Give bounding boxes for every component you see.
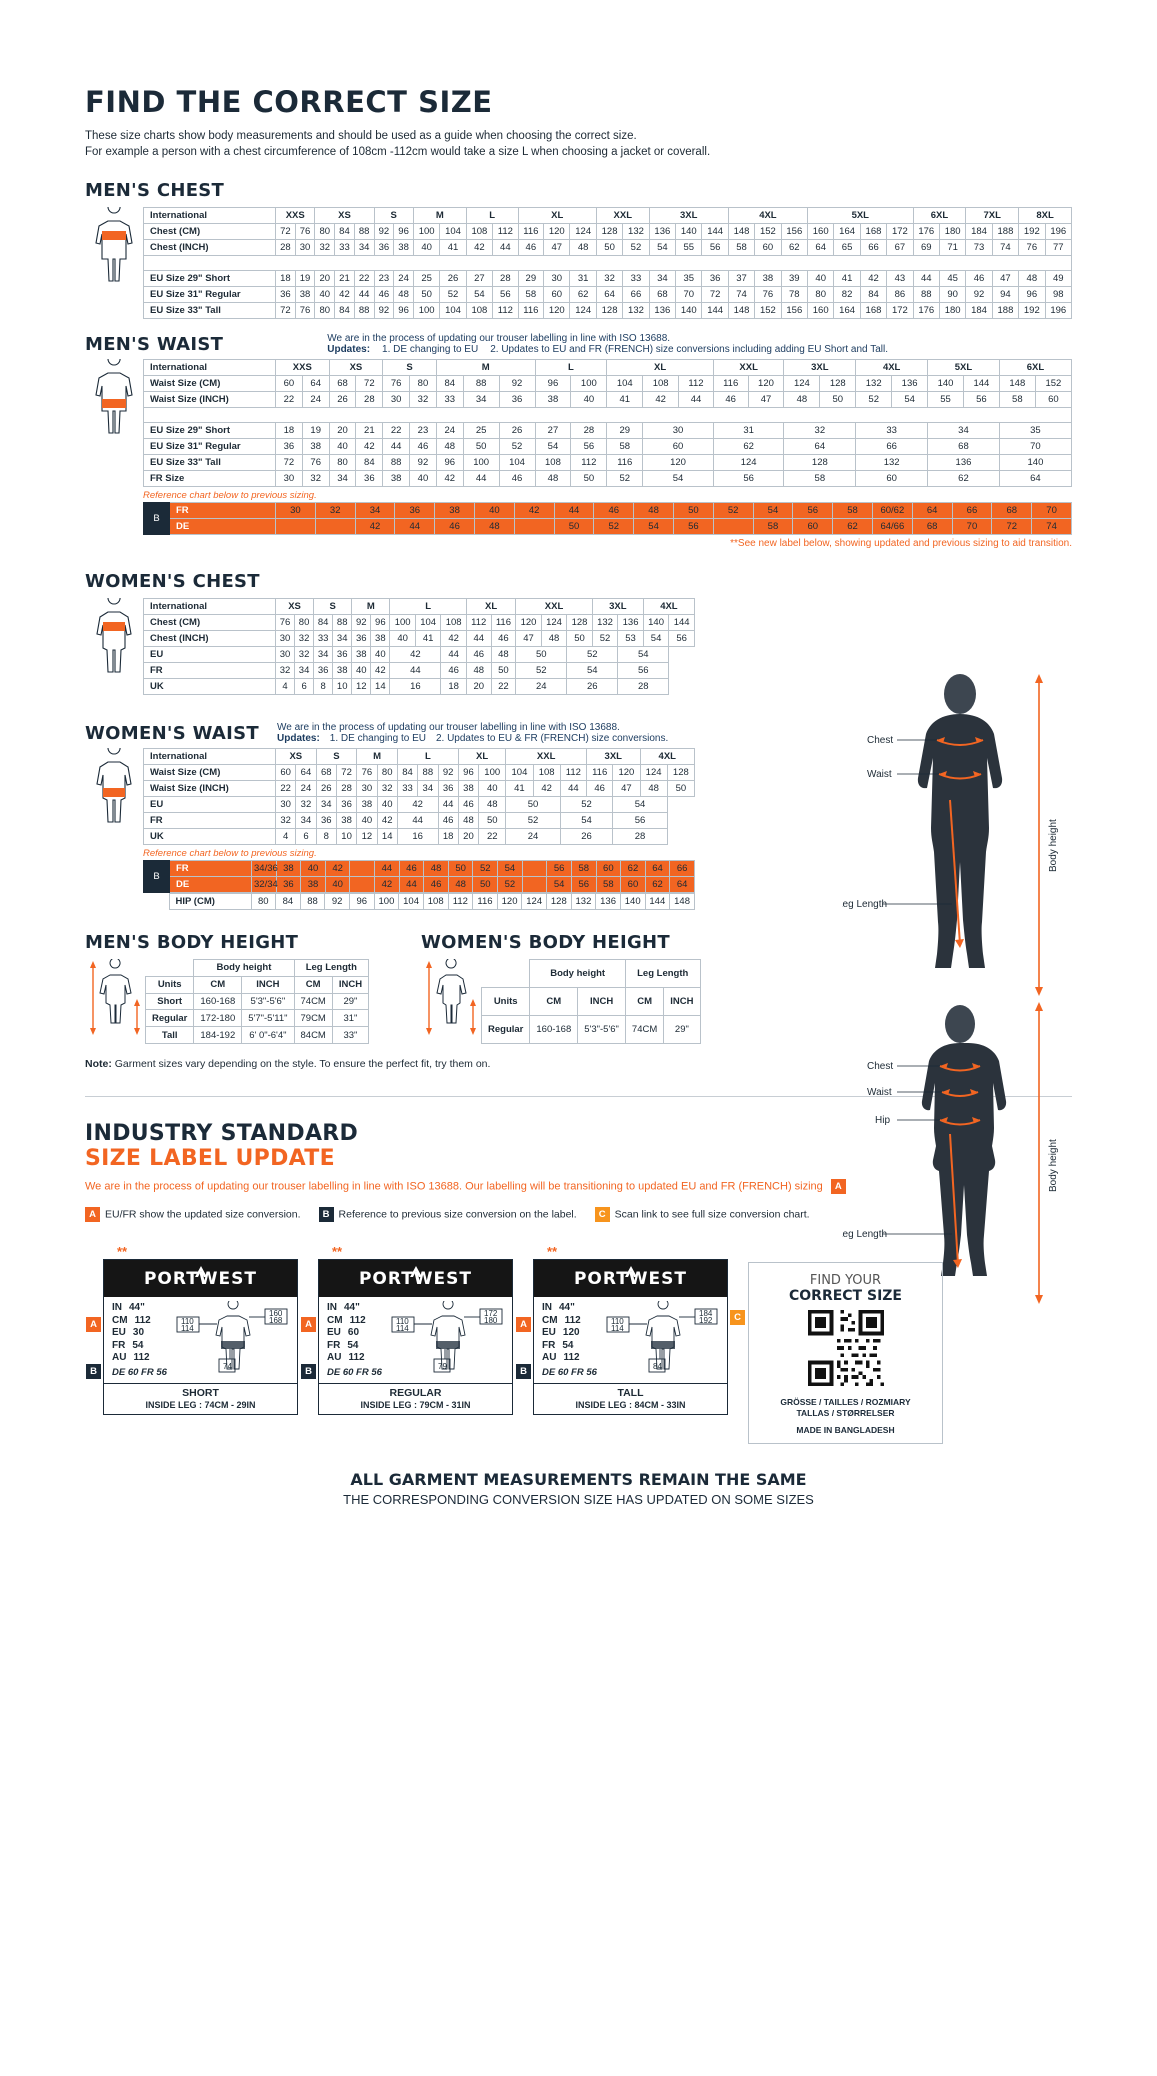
svg-text:180: 180 bbox=[484, 1316, 498, 1325]
label-examples bbox=[85, 1244, 1072, 1444]
mens-body-height-figure bbox=[85, 959, 145, 1044]
qr-card[interactable] bbox=[748, 1262, 943, 1444]
svg-text:110: 110 bbox=[181, 1317, 194, 1326]
table-row: Regular 172-180 5'7"-5'11" 79CM 31" bbox=[146, 1010, 369, 1027]
label-body bbox=[520, 1297, 727, 1383]
womens-body-height-block bbox=[421, 932, 711, 1044]
label-inside-leg: INSIDE LEG : 74CM - 29IN bbox=[145, 1400, 256, 1410]
label-de-fr: DE 60 FR 56 bbox=[327, 1367, 382, 1378]
womens-waist-section bbox=[85, 722, 695, 910]
intro-line-1: These size charts show body measurements and should be used as a guide when choosing the correct size. bbox=[85, 130, 637, 142]
table-row: EU Size 31" Regular 36 38 40 42 44 46 48 50 52 54 56 58 60 62 64 66 68 70 72 74 76 78 80 82 84 86 88 90 92 94 96 98 bbox=[144, 287, 1072, 303]
qr-made-in: MADE IN BANGLADESH bbox=[796, 1425, 895, 1435]
table-row: Chest (INCH) 28 30 32 33 34 36 38 40 41 42 44 46 47 48 50 52 54 55 56 58 60 62 64 65 66 67 69 71 73 74 76 77 bbox=[144, 240, 1072, 256]
badge-a: A bbox=[516, 1317, 531, 1332]
mens-chest-section bbox=[85, 180, 1072, 319]
table-row: Waist Size (CM) 60 64 68 72 76 80 84 88 92 96 100 104 108 112 116 120 124 128 132 136 140 144 148 152 bbox=[144, 376, 1072, 392]
brand-name: PORTWEST bbox=[573, 1269, 688, 1289]
table-row: FR 32 34 36 38 40 42 44 46 48 50 52 54 56 bbox=[144, 663, 695, 679]
label-card-short bbox=[90, 1244, 298, 1444]
badge-b: B bbox=[516, 1364, 531, 1379]
label-fit: TALL bbox=[617, 1387, 644, 1399]
label-inside-leg: INSIDE LEG : 79CM - 31IN bbox=[360, 1400, 471, 1410]
mens-body-height-block bbox=[85, 932, 375, 1044]
label-footer bbox=[319, 1383, 512, 1414]
table-row: Short 160-168 5'3"-5'6" 74CM 29" bbox=[146, 993, 369, 1010]
badge-b: B bbox=[86, 1364, 101, 1379]
table-row: Chest (INCH) 30 32 33 34 36 38 40 41 42 44 46 47 48 50 52 53 54 56 bbox=[144, 631, 695, 647]
table-row: FR Size 30 32 34 36 38 40 42 44 46 48 50 52 54 56 58 60 62 64 bbox=[144, 471, 1072, 487]
badge-b: B bbox=[319, 1207, 334, 1222]
badge-b: B bbox=[144, 861, 170, 893]
table-row: Tall 184-192 6' 0"-6'4" 84CM 33" bbox=[146, 1027, 369, 1044]
label-box bbox=[520, 1259, 728, 1415]
svg-text:114: 114 bbox=[611, 1324, 624, 1333]
mens-chest-table bbox=[143, 207, 1072, 319]
mens-waist-updates-label: Updates: bbox=[327, 344, 371, 355]
table-row: Waist Size (CM) 60 64 68 72 76 80 84 88 92 96 100 104 108 112 116 120 124 128 bbox=[144, 765, 695, 781]
row-label: International bbox=[144, 208, 276, 224]
label-star: ** bbox=[117, 1244, 128, 1259]
qr-subtitle: GRÖSSE / TAILLES / ROZMIARY TALLAS / STØRRELSER bbox=[780, 1397, 911, 1418]
mens-waist-footnote: **See new label below, showing updated and previous sizing to aid transition. bbox=[730, 538, 1072, 549]
svg-text:Waist: Waist bbox=[867, 769, 892, 780]
svg-text:Waist: Waist bbox=[867, 1087, 892, 1098]
mens-chest-figure bbox=[85, 207, 143, 302]
label-box bbox=[90, 1259, 298, 1415]
table-row: Body height Leg Length bbox=[482, 960, 701, 988]
table-row: EU Size 29" Short 18 19 20 21 22 23 24 25 26 27 28 29 30 31 32 33 34 35 bbox=[144, 423, 1072, 439]
footer-line-1: ALL GARMENT MEASUREMENTS REMAIN THE SAME bbox=[350, 1470, 807, 1489]
mens-waist-title: MEN'S WAIST bbox=[85, 334, 224, 355]
brand-logo bbox=[104, 1260, 297, 1297]
brand-logo bbox=[534, 1260, 727, 1297]
key-text-c: Scan link to see full size conversion chart. bbox=[614, 1208, 810, 1221]
table-row: Chest (CM) 76 80 84 88 92 96 100 104 108 112 116 120 124 128 132 136 140 144 bbox=[144, 615, 695, 631]
womens-chest-title: WOMEN'S CHEST bbox=[85, 571, 260, 592]
womens-waist-table bbox=[143, 748, 695, 845]
womens-waist-ref-note: Reference chart below to previous sizing. bbox=[143, 848, 317, 859]
womens-waist-figure bbox=[85, 748, 143, 858]
svg-text:114: 114 bbox=[396, 1324, 409, 1333]
intro-line-2: For example a person with a chest circumference of 108cm -112cm would take a size L when choosing a jacket or coverall. bbox=[85, 146, 711, 158]
label-footer bbox=[534, 1383, 727, 1414]
label-measurements: IN 44" CM 112 EU 60 FR 54 AU 112 bbox=[327, 1302, 366, 1363]
table-row: DE 42 44 46 48 50 52 54 56 58 60 62 64/66 68 70 72 74 bbox=[144, 519, 1072, 535]
badge-a: A bbox=[86, 1317, 101, 1332]
mens-waist-notice: We are in the process of updating our trouser labelling in line with ISO 13688. bbox=[327, 333, 671, 344]
table-row: Waist Size (INCH) 22 24 26 28 30 32 33 34 36 38 40 41 42 44 46 47 48 50 52 54 55 56 58 60 bbox=[144, 392, 1072, 408]
womens-waist-update-1: 1. DE changing to EU bbox=[329, 733, 426, 744]
label-de-fr: DE 60 FR 56 bbox=[112, 1367, 167, 1378]
table-row: International XS S M L XL XXL 3XL 4XL bbox=[144, 599, 695, 615]
page-intro bbox=[85, 128, 1072, 160]
svg-text:Body height: Body height bbox=[1048, 1139, 1059, 1192]
label-measurements: IN 44" CM 112 EU 30 FR 54 AU 112 bbox=[112, 1302, 151, 1363]
label-body bbox=[305, 1297, 512, 1383]
table-row: DE 32/34 36 38 40 42 44 46 48 50 52 54 56 58 60 62 64 bbox=[144, 877, 695, 893]
badge-a: A bbox=[85, 1207, 100, 1222]
mens-waist-table bbox=[143, 359, 1072, 487]
garment-note-text: Garment sizes vary depending on the style. To ensure the perfect fit, try them on. bbox=[111, 1058, 491, 1070]
svg-text:172: 172 bbox=[484, 1309, 498, 1318]
label-figure bbox=[173, 1301, 293, 1379]
label-measurements: IN 44" CM 112 EU 120 FR 54 AU 112 bbox=[542, 1302, 581, 1363]
svg-text:184: 184 bbox=[699, 1309, 713, 1318]
qr-title-1: FIND YOUR bbox=[809, 1273, 882, 1288]
table-row: International XS S M L XL XXL 3XL 4XL bbox=[144, 749, 695, 765]
key-item-b bbox=[319, 1207, 577, 1222]
womens-chest-figure bbox=[85, 598, 143, 708]
womens-body-height-table bbox=[481, 959, 701, 1044]
badge-c: C bbox=[595, 1207, 610, 1222]
footer-line-2: THE CORRESPONDING CONVERSION SIZE HAS UPDATED ON SOME SIZES bbox=[343, 1492, 814, 1507]
brand-name: PORTWEST bbox=[143, 1269, 258, 1289]
table-row: B FR 30 32 34 36 38 40 42 44 46 48 50 52 54 56 58 60/62 64 66 68 70 bbox=[144, 503, 1072, 519]
table-row: UK 4 6 8 10 12 14 16 18 20 22 24 26 28 bbox=[144, 829, 695, 845]
svg-text:114: 114 bbox=[181, 1324, 194, 1333]
label-fit: SHORT bbox=[182, 1387, 219, 1399]
label-de-fr: DE 60 FR 56 bbox=[542, 1367, 597, 1378]
table-row: Regular 160-168 5'3"-5'6" 74CM 29" bbox=[482, 1016, 701, 1044]
svg-text:Chest: Chest bbox=[867, 1061, 894, 1072]
brand-logo bbox=[319, 1260, 512, 1297]
key-item-c bbox=[595, 1207, 810, 1222]
svg-text:110: 110 bbox=[396, 1317, 409, 1326]
qr-block bbox=[734, 1262, 943, 1444]
label-footer bbox=[104, 1383, 297, 1414]
key-text-a: EU/FR show the updated size conversion. bbox=[105, 1208, 301, 1221]
key-text-b: Reference to previous size conversion on the label. bbox=[338, 1208, 577, 1221]
label-figure bbox=[603, 1301, 723, 1379]
brand-name: PORTWEST bbox=[358, 1269, 473, 1289]
svg-text:160: 160 bbox=[269, 1309, 283, 1318]
key-item-a bbox=[85, 1207, 301, 1222]
table-row: EU Size 33" Tall 72 76 80 84 88 92 96 100 104 108 112 116 120 124 128 132 136 140 144 148 152 156 160 164 168 172 176 180 184 188 192 196 bbox=[144, 303, 1072, 319]
mens-body-height-title: MEN'S BODY HEIGHT bbox=[85, 932, 299, 953]
mens-body-height-table bbox=[145, 959, 369, 1044]
table-row: EU Size 31" Regular 36 38 40 42 44 46 48 50 52 54 56 58 60 62 64 66 68 70 bbox=[144, 439, 1072, 455]
table-row: UK 4 6 8 10 12 14 16 18 20 22 24 26 28 bbox=[144, 679, 695, 695]
page-title: FIND THE CORRECT SIZE bbox=[85, 85, 493, 119]
womens-body-height-figure bbox=[421, 959, 481, 1044]
garment-note-label: Note: bbox=[85, 1058, 112, 1070]
badge-c: C bbox=[730, 1310, 745, 1325]
badge-a: A bbox=[301, 1317, 316, 1332]
mens-waist-section bbox=[85, 333, 1072, 549]
svg-text:Hip: Hip bbox=[875, 1115, 891, 1126]
table-row: EU Size 29" Short 18 19 20 21 22 23 24 25 26 27 28 29 30 31 32 33 34 35 36 37 38 39 40 41 42 43 44 45 46 47 48 49 bbox=[144, 271, 1072, 287]
svg-text:Leg Length: Leg Length bbox=[842, 899, 888, 910]
womens-waist-previous-table bbox=[143, 860, 695, 893]
table-row: Chest (CM) 72 76 80 84 88 92 96 100 104 108 112 116 120 124 128 132 136 140 144 148 152 156 160 164 168 172 176 180 184 188 192 196 bbox=[144, 224, 1072, 240]
industry-title-1: INDUSTRY STANDARD bbox=[85, 1121, 359, 1146]
badge-b: B bbox=[144, 503, 170, 535]
model-illustrations bbox=[842, 672, 1072, 1317]
mens-waist-previous-table bbox=[143, 502, 1072, 535]
industry-subtitle-text: We are in the process of updating our trouser labelling in line with ISO 13688. Our labelling will be transitioning to updated EU and FR (FRENCH) sizing bbox=[85, 1180, 823, 1193]
label-box bbox=[305, 1259, 513, 1415]
table-row: FR 32 34 36 38 40 42 44 46 48 50 52 54 56 bbox=[144, 813, 695, 829]
svg-text:192: 192 bbox=[699, 1316, 713, 1325]
table-row: Body height Leg Length bbox=[146, 960, 369, 977]
table-row: EU 30 32 34 36 38 40 42 44 46 48 50 52 54 bbox=[144, 797, 695, 813]
industry-title-2: SIZE LABEL UPDATE bbox=[85, 1146, 335, 1171]
womens-waist-title: WOMEN'S WAIST bbox=[85, 723, 259, 744]
label-figure bbox=[388, 1301, 508, 1379]
svg-text:110: 110 bbox=[611, 1317, 624, 1326]
mens-waist-update-1: 1. DE changing to EU bbox=[382, 344, 479, 355]
womens-waist-updates-label: Updates: bbox=[277, 733, 320, 744]
table-row: HIP (CM) 80 84 88 92 96 100 104 108 112 116 120 124 128 132 136 140 144 148 bbox=[143, 894, 695, 910]
badge-a: A bbox=[831, 1179, 846, 1194]
qr-code-icon[interactable] bbox=[808, 1310, 884, 1386]
table-row: International XXS XS S M L XL XXL 3XL 4XL 5XL 6XL 7XL 8XL bbox=[144, 208, 1072, 224]
label-star: ** bbox=[332, 1244, 343, 1259]
table-row: International XXS XS S M L XL XXL 3XL 4XL 5XL 6XL bbox=[144, 360, 1072, 376]
svg-text:168: 168 bbox=[269, 1316, 283, 1325]
mens-waist-update-2: 2. Updates to EU and FR (FRENCH) size conversions including adding EU Short and Tall. bbox=[490, 344, 888, 355]
label-card-regular bbox=[305, 1244, 513, 1444]
table-row: Units CM INCH CM INCH bbox=[146, 976, 369, 993]
womens-waist-update-2: 2. Updates to EU & FR (FRENCH) size conversions. bbox=[435, 733, 669, 744]
womens-body-height-title: WOMEN'S BODY HEIGHT bbox=[421, 932, 670, 953]
womens-hip-table bbox=[143, 893, 695, 910]
svg-text:Body height: Body height bbox=[1048, 819, 1059, 872]
label-body bbox=[90, 1297, 297, 1383]
badge-b: B bbox=[301, 1364, 316, 1379]
mens-waist-ref-note: Reference chart below to previous sizing. bbox=[143, 490, 317, 501]
svg-text:74: 74 bbox=[223, 1362, 232, 1371]
svg-text:79: 79 bbox=[438, 1362, 447, 1371]
table-row: EU Size 33" Tall 72 76 80 84 88 92 96 100 104 108 112 116 120 124 128 132 136 140 bbox=[144, 455, 1072, 471]
mens-chest-title: MEN'S CHEST bbox=[85, 180, 225, 201]
table-row: EU 30 32 34 36 38 40 42 44 46 48 50 52 54 bbox=[144, 647, 695, 663]
svg-text:Chest: Chest bbox=[867, 735, 894, 746]
label-fit: REGULAR bbox=[389, 1387, 442, 1399]
womens-chest-table bbox=[143, 598, 695, 695]
womens-waist-notice: We are in the process of updating our trouser labelling in line with ISO 13688. bbox=[277, 722, 620, 733]
label-inside-leg: INSIDE LEG : 84CM - 33IN bbox=[575, 1400, 686, 1410]
table-row: Units CM INCH CM INCH bbox=[482, 988, 701, 1016]
table-row: B FR 34/36 38 40 42 44 46 48 50 52 54 56 58 60 62 64 66 bbox=[144, 861, 695, 877]
svg-text:84: 84 bbox=[653, 1362, 662, 1371]
qr-title-2: CORRECT SIZE bbox=[788, 1288, 902, 1304]
svg-text:Leg Length: Leg Length bbox=[842, 1229, 888, 1240]
mens-waist-figure bbox=[85, 359, 143, 489]
table-row: Waist Size (INCH) 22 24 26 28 30 32 33 34 36 38 40 41 42 44 46 47 48 50 bbox=[144, 781, 695, 797]
label-card-tall bbox=[520, 1244, 728, 1444]
label-star: ** bbox=[547, 1244, 558, 1259]
womens-chest-section bbox=[85, 571, 695, 708]
